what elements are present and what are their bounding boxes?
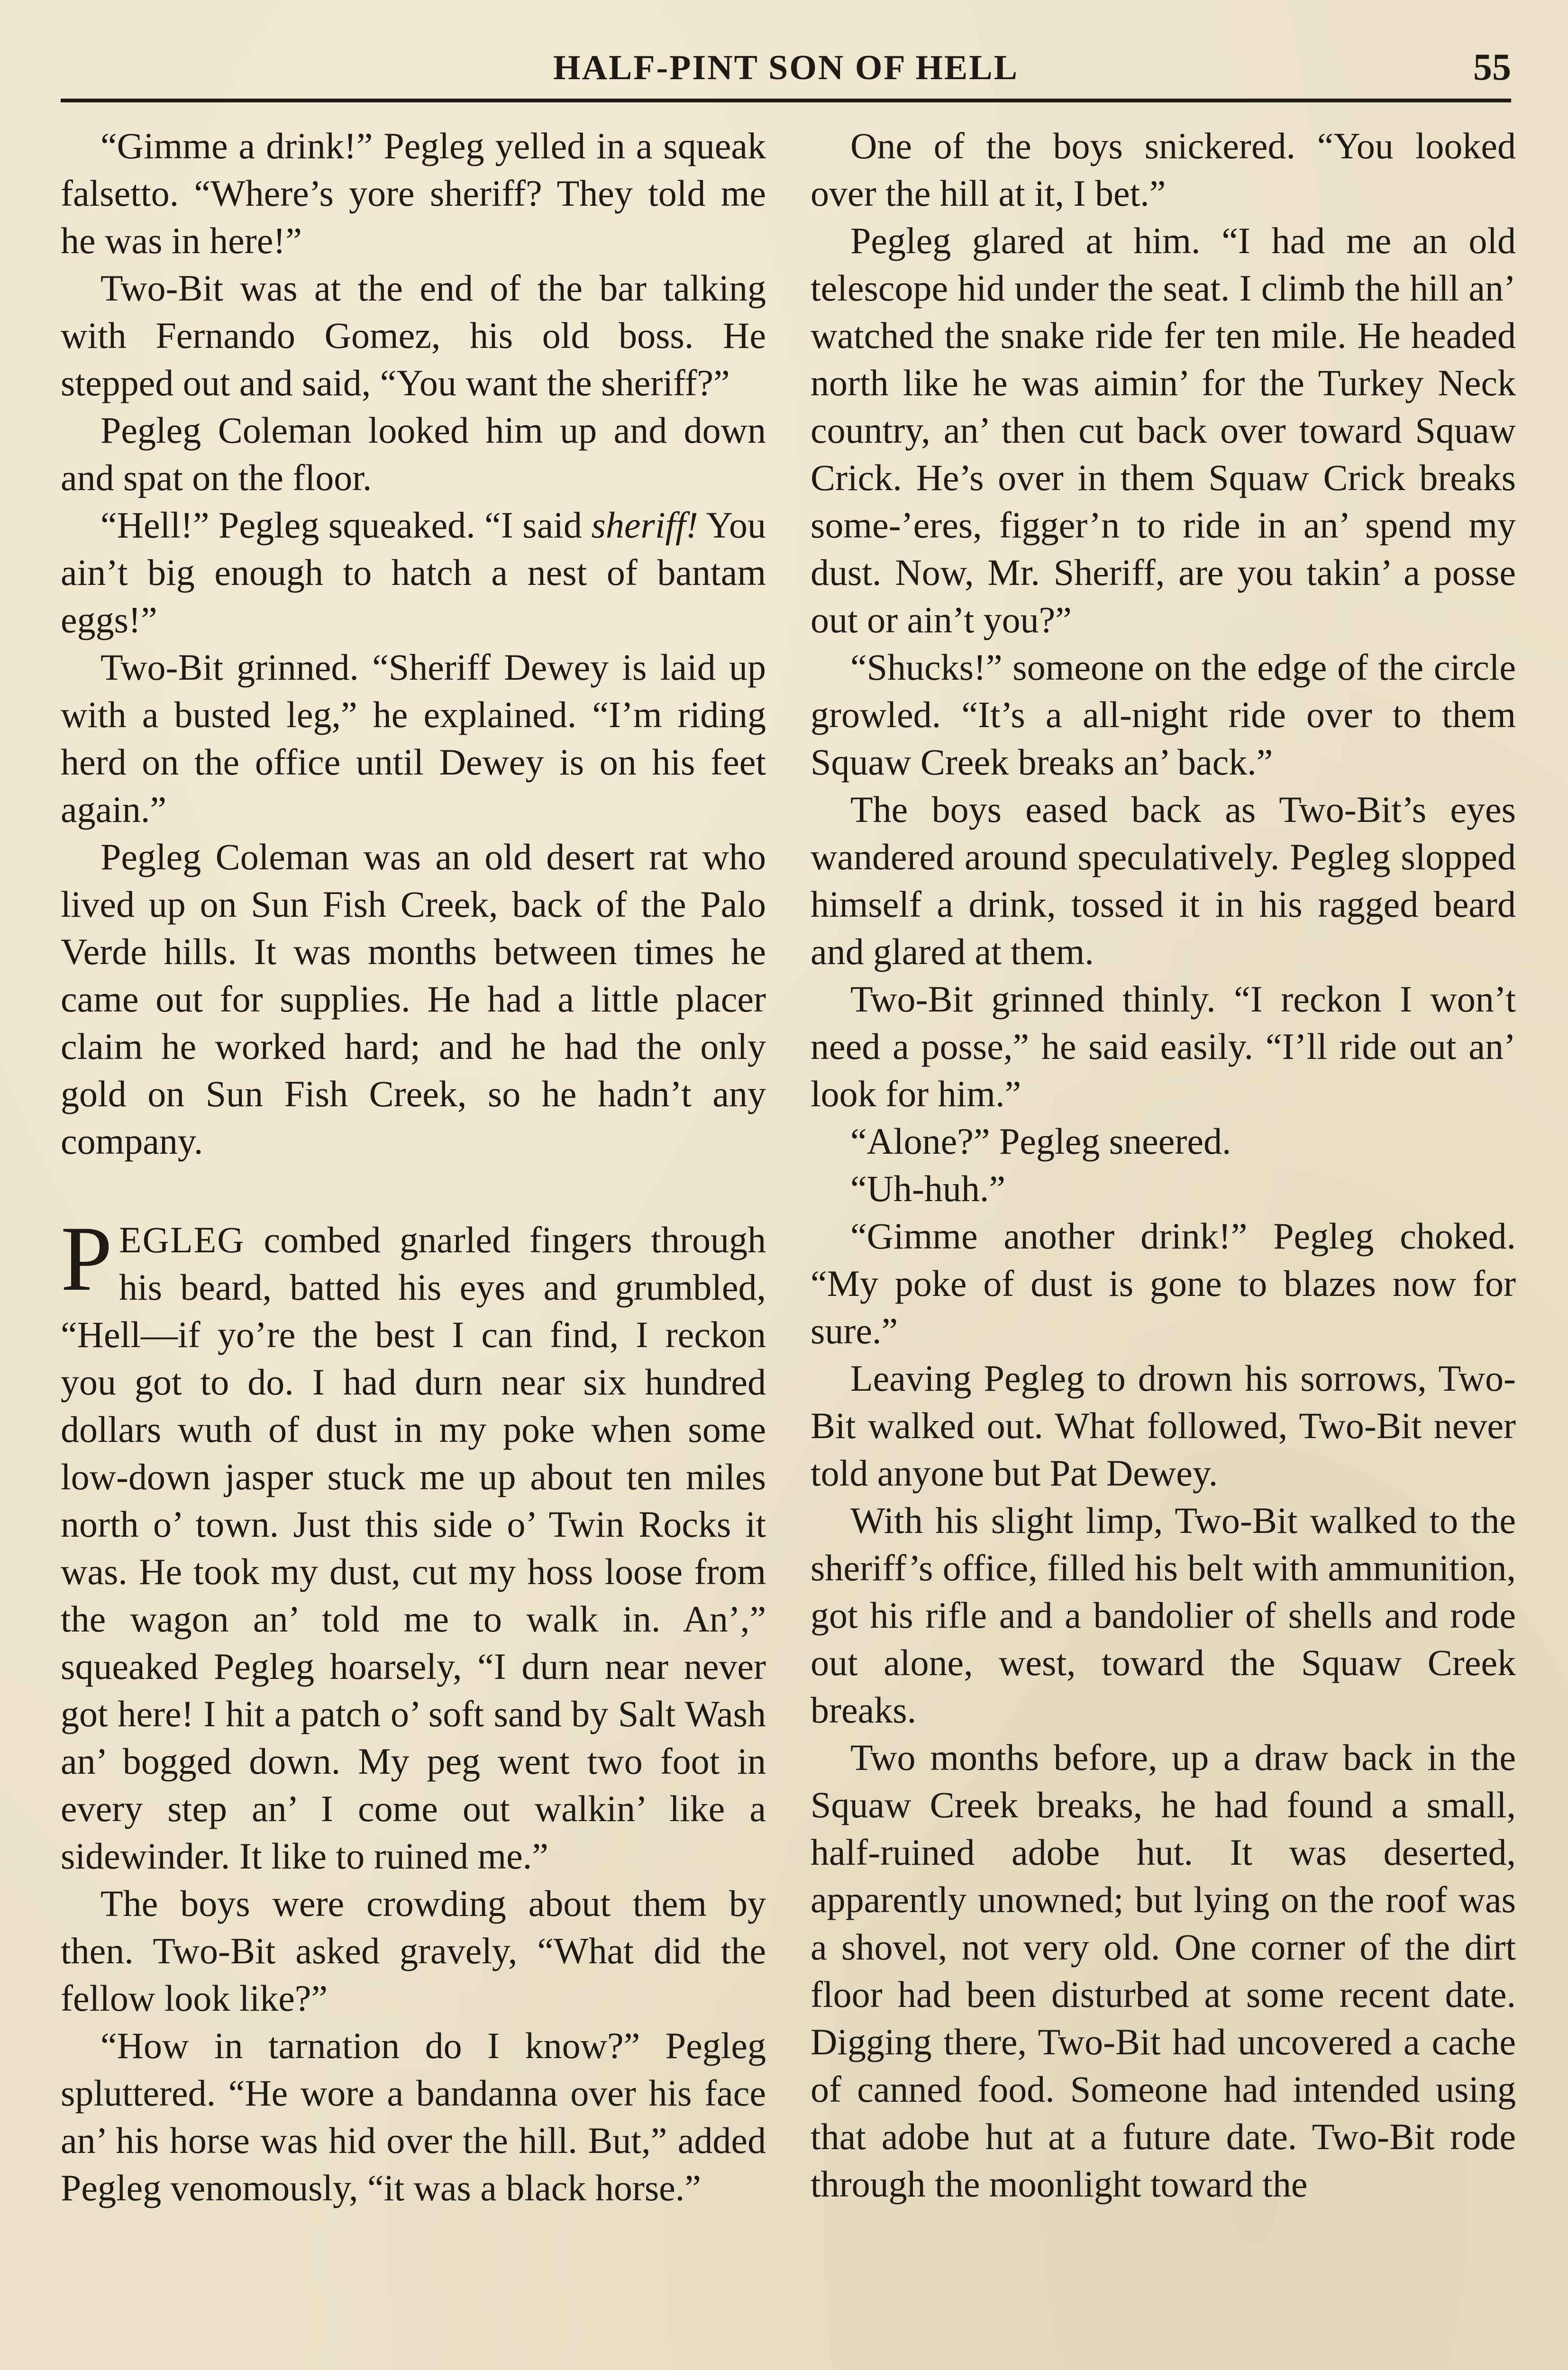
- paragraph: “Uh-huh.”: [850, 1168, 1006, 1209]
- paragraph: Pegleg glared at him. “I had me an old telescope hid under the seat. I climb the hill an’ watched the snake ride fer ten mile. He headed north like he was aimin’ for the Turkey Neck country, an’ then cut back over toward Squaw Crick. He’s over in them Squaw Crick breaks some-’eres, figger’n to ride in an’ spend my dust. Now, Mr. Sheriff, are you takin’ a posse out or ain’t you?”: [811, 220, 1516, 640]
- paragraph: The boys eased back as Two-Bit’s eyes wandered around speculatively. Pegleg slopped himself a drink, tossed it in his ragged beard and glared at them.: [811, 789, 1516, 972]
- section-start-paragraph: [61, 1207, 766, 1880]
- drop-cap: P: [61, 1207, 113, 1310]
- emphasis-text: sheriff!: [591, 504, 698, 546]
- paragraph: “Gimme a drink!” Pegleg yelled in a squeak falsetto. “Where’s yore sheriff? They told me he was in here!”: [61, 125, 766, 261]
- paragraph-text: “Hell!” Pegleg squeaked. “I said: [100, 504, 592, 546]
- running-head: HALF-PINT SON OF HELL: [553, 48, 1019, 87]
- paragraph: “Alone?” Pegleg sneered.: [850, 1121, 1231, 1162]
- paragraph: The boys were crowding about them by then. Two-Bit asked gravely, “What did the fellow look like?”: [61, 1883, 766, 2019]
- paragraph: Pegleg Coleman looked him up and down and spat on the floor.: [61, 410, 766, 498]
- paragraph: “How in tarnation do I know?” Pegleg spluttered. “He wore a bandanna over his face an’ his horse was hid over the hill. But,” added Pegleg venomously, “it was a black horse.”: [61, 2025, 766, 2208]
- left-column: [61, 122, 766, 2370]
- paragraph: Two-Bit grinned. “Sheriff Dewey is laid up with a busted leg,” he explained. “I’m riding herd on the office until Dewey is on his feet again.”: [61, 647, 766, 830]
- page-number: 55: [1473, 46, 1511, 88]
- paragraph-text: combed gnarled fingers through his beard, batted his eyes and grumbled, “Hell—if yo’re the best I can find, I reckon you got to do. I had durn near six hundred dollars wuth of dust in my poke when some low-down jasper stuck me up about ten miles north o’ town. Just this side o’ Twin Rocks it was. He took my dust, cut my hoss loose from the wagon an’ told me to walk in. An’,” squeaked Pegleg hoarsely, “I durn near never got here! I hit a patch o’ soft sand by Salt Wash an’ bogged down. My peg went two foot in every step an’ I come out walkin’ like a sidewinder. It like to ruined me.”: [61, 1219, 766, 1877]
- paragraph: Two months before, up a draw back in the Squaw Creek breaks, he had found a small, half-ruined adobe hut. It was deserted, apparently unowned; but lying on the roof was a shovel, not very old. One corner of the dirt floor had been disturbed at some recent date. Digging there, Two-Bit had uncovered a cache of canned food. Someone had intended using that adobe hut at a future date. Two-Bit rode through the moonlight toward the: [811, 1737, 1516, 2205]
- paragraph: Leaving Pegleg to drown his sorrows, Two-Bit walked out. What followed, Two-Bit never told anyone but Pat Dewey.: [811, 1358, 1516, 1494]
- header-rule: [61, 99, 1511, 102]
- small-caps-lead: EGLEG: [119, 1219, 245, 1260]
- paragraph: With his slight limp, Two-Bit walked to the sheriff’s office, filled his belt with ammunition, got his rifle and a bandolier of shells and rode out alone, west, toward the Squaw Creek breaks.: [811, 1500, 1516, 1731]
- paragraph: Two-Bit was at the end of the bar talking with Fernando Gomez, his old boss. He stepped out and said, “You want the sheriff?”: [61, 267, 766, 403]
- paragraph-text: You ain’t big enough to hatch a nest of bantam eggs!”: [61, 504, 766, 640]
- paragraph: [61, 501, 766, 644]
- right-column: [811, 122, 1516, 2370]
- paragraph: “Gimme another drink!” Pegleg choked. “My poke of dust is gone to blazes now for sure.”: [811, 1215, 1516, 1351]
- paragraph: “Shucks!” someone on the edge of the circle growled. “It’s a all-night ride over to them Squaw Creek breaks an’ back.”: [811, 647, 1516, 783]
- paragraph: One of the boys snickered. “You looked over the hill at it, I bet.”: [811, 125, 1516, 214]
- page-header: [61, 46, 1511, 106]
- paragraph: Pegleg Coleman was an old desert rat who lived up on Sun Fish Creek, back of the Palo Verde hills. It was months between times he came out for supplies. He had a little placer claim he worked hard; and he had the only gold on Sun Fish Creek, so he hadn’t any company.: [61, 836, 766, 1162]
- paragraph: Two-Bit grinned thinly. “I reckon I won’t need a posse,” he said easily. “I’ll ride out an’ look for him.”: [811, 978, 1516, 1114]
